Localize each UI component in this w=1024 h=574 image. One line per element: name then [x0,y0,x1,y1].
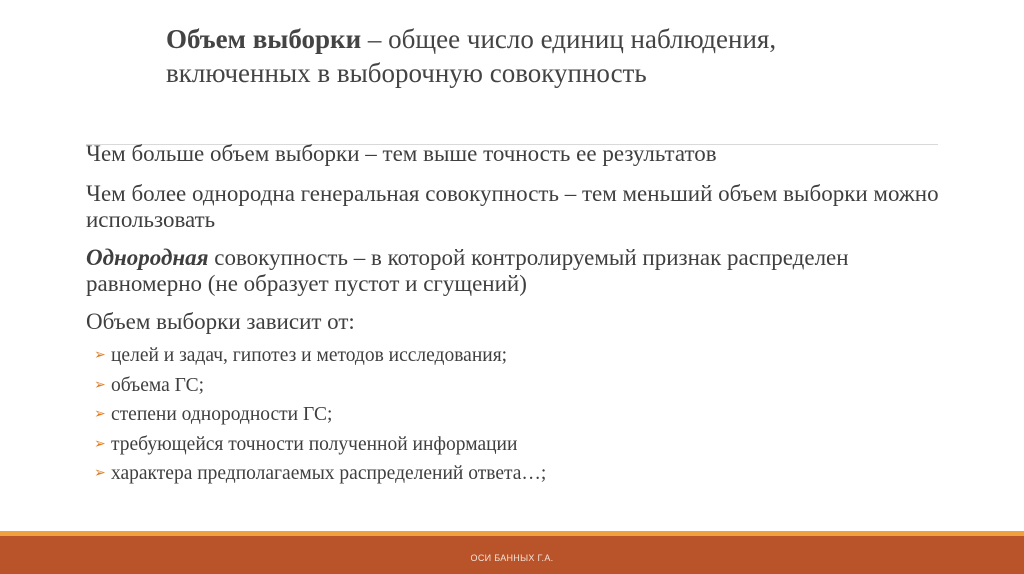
arrow-bullet-icon: ➢ [94,376,106,393]
list-item-text: целей и задач, гипотез и методов исследования; [111,345,508,366]
homogeneous-term: Однородная [86,245,209,270]
paragraph-homogeneous-definition [86,245,966,297]
list-item [94,341,966,371]
paragraph-sample-size-precision: Чем больше объем выборки – тем выше точность ее результатов [86,141,717,166]
list-item-text: степени однородности ГС; [111,404,333,425]
title-definition: – общее число единиц наблюдения, включенных в выборочную совокупность [166,24,777,88]
list-item [94,430,966,460]
list-item-text: требующейся точности полученной информации [111,433,518,455]
arrow-bullet-icon: ➢ [94,435,106,452]
list-item [94,400,966,430]
slide-title [166,22,926,90]
paragraph-depends-on: Объем выборки зависит от: [86,309,355,334]
homogeneous-definition-text: совокупность – в которой контролируемый признак распределен равномерно (не образует пустот и сгущений) [86,245,849,296]
arrow-bullet-icon: ➢ [94,465,106,481]
list-item-text: объема ГС; [111,374,205,396]
list-item [94,371,966,401]
title-term: Объем выборки [166,24,362,54]
arrow-bullet-icon: ➢ [94,347,106,363]
slide-body [86,141,966,489]
list-item-text: характера предполагаемых распределений ответа…; [111,463,547,484]
arrow-bullet-icon: ➢ [94,406,106,422]
factors-list [86,341,966,489]
footer-author: ОСИ БАННЫХ Г.А. [470,553,554,563]
paragraph-homogeneity: Чем более однородна генеральная совокупность – тем меньший объем выборки можно использовать [86,181,939,232]
list-item [94,459,966,489]
